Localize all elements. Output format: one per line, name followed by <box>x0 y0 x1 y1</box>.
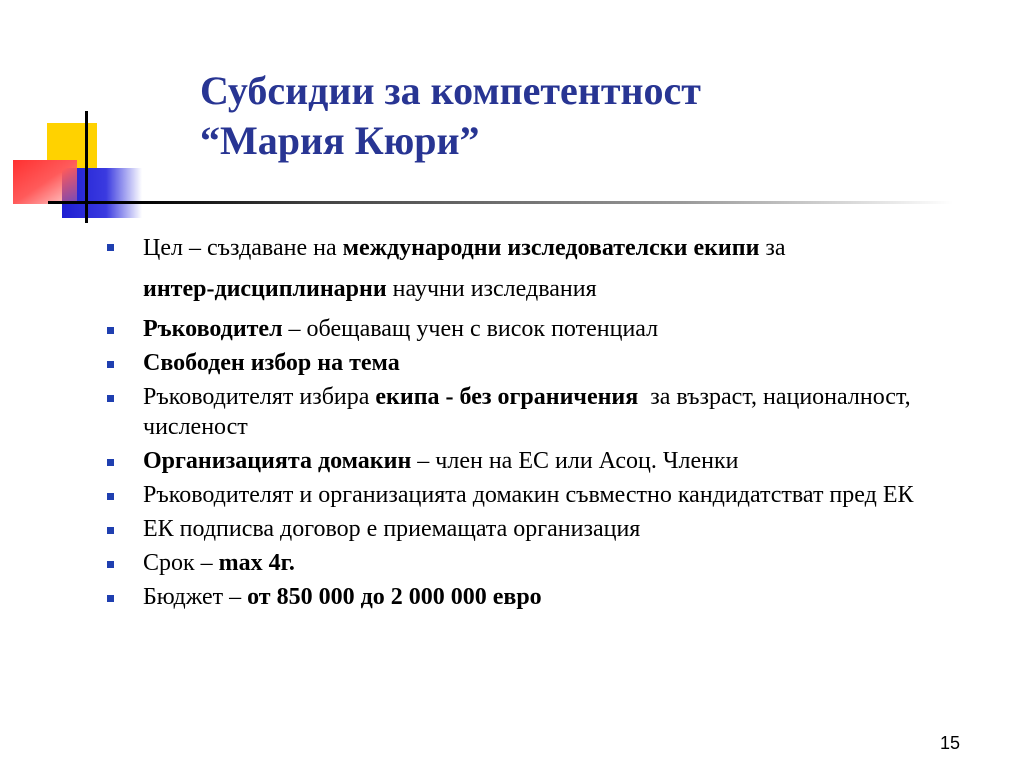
contract-text: ЕК подписва договор е приемащата организация <box>143 516 641 542</box>
list-item-team <box>103 382 983 442</box>
bullet-icon <box>107 561 114 568</box>
list-item-host <box>103 446 983 476</box>
bullet-icon <box>107 493 114 500</box>
list-item-duration <box>103 548 983 578</box>
leader-bold: Ръководител <box>143 316 283 342</box>
bullet-icon <box>107 327 114 334</box>
bullet-list <box>103 228 983 612</box>
list-item-topic <box>103 348 983 378</box>
decor-vertical-line <box>85 111 88 223</box>
page-number: 15 <box>939 733 960 753</box>
bullet-icon <box>107 395 114 402</box>
bullet-icon <box>107 361 114 368</box>
goal-text-3: научни изследвания <box>386 276 597 302</box>
title-line-1: Субсидии за компетентност <box>200 68 701 113</box>
list-item-leader <box>103 314 983 344</box>
apply-text: Ръководителят и организацията домакин съвместно кандидатстват пред ЕК <box>143 482 914 508</box>
bullet-icon <box>107 244 114 251</box>
title-line-2: “Мария Кюри” <box>200 118 480 163</box>
host-bold: Организацията домакин <box>143 448 412 474</box>
goal-text-1: Цел – създаване на <box>143 235 343 261</box>
bullet-icon <box>107 527 114 534</box>
goal-text-2: за <box>759 235 786 261</box>
team-text-1: Ръководителят избира <box>143 384 376 410</box>
list-item-goal <box>103 228 983 310</box>
host-text: – член на ЕС или Асоц. Членки <box>411 448 739 474</box>
title-underline <box>48 201 953 204</box>
bullet-icon <box>107 595 114 602</box>
list-item-apply <box>103 480 983 510</box>
budget-text: Бюджет – <box>143 584 248 610</box>
list-item-contract <box>103 514 983 544</box>
topic-bold: Свободен избор на тема <box>143 350 400 376</box>
team-text-2: за възраст, националност, численост <box>143 384 917 440</box>
leader-text: – обещаващ учен с висок потенциал <box>282 316 659 342</box>
decor-red-square <box>13 160 77 204</box>
list-item-budget <box>103 582 983 612</box>
goal-bold-1: международни изследователски екипи <box>342 235 760 261</box>
duration-text: Срок – <box>143 550 219 576</box>
budget-bold: от 850 000 до 2 000 000 евро <box>247 584 542 610</box>
goal-bold-2: интер-дисциплинарни <box>143 276 387 302</box>
duration-bold: max 4г. <box>218 550 295 576</box>
slide-title <box>200 66 980 166</box>
bullet-icon <box>107 459 114 466</box>
team-bold: екипа - без ограничения <box>375 384 639 410</box>
